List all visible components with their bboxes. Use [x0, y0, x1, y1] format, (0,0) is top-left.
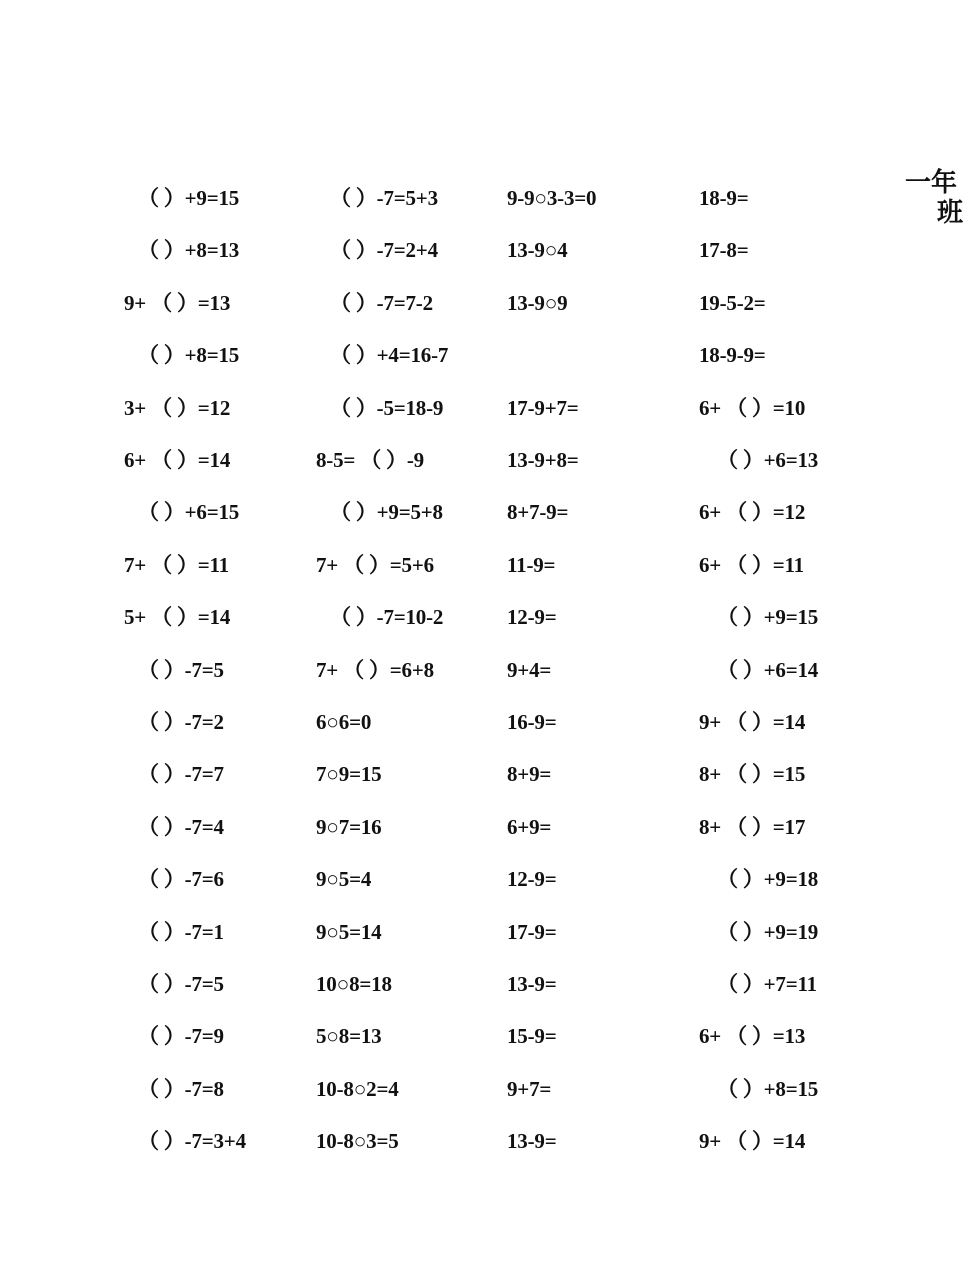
math-problem: （ ）+6=14	[717, 657, 819, 682]
math-problem: （ ）+9=18	[717, 867, 819, 892]
math-problem: （ ）+9=15	[717, 605, 819, 630]
math-problem: 13-9=	[507, 1129, 557, 1154]
math-problem: （ ）-7=3+4	[138, 1129, 246, 1154]
math-problem: 5○8=13	[316, 1024, 382, 1049]
math-problem: （ ）+8=15	[138, 343, 240, 368]
math-problem: 8+7-9=	[507, 500, 569, 525]
math-problem: 6○6=0	[316, 710, 372, 734]
math-problem: 9+ （ ）=14	[699, 710, 806, 734]
math-problem: （ ）-7=7	[138, 762, 224, 787]
math-problem: 8-5= （ ）-9	[316, 448, 424, 472]
math-problem: 13-9○4	[507, 238, 568, 263]
math-problem: （ ）-7=5+3	[330, 186, 438, 210]
math-problem: 17-9=	[507, 919, 557, 944]
math-problem: 16-9=	[507, 710, 557, 734]
math-problem: 15-9=	[507, 1024, 557, 1049]
math-problem: （ ）-7=5	[138, 972, 224, 996]
math-problem: （ ）-7=2+4	[330, 238, 438, 263]
math-problem: （ ）-7=2	[138, 710, 224, 734]
math-problem: 3+ （ ）=12	[124, 395, 231, 420]
math-problem: （ ）-7=1	[138, 919, 224, 944]
math-problem: 7+ （ ）=6+8	[316, 657, 434, 682]
math-problem: 6+ （ ）=14	[124, 448, 231, 472]
math-problem: （ ）+9=5+8	[330, 500, 443, 525]
math-problem: 7+ （ ）=11	[124, 552, 229, 577]
math-problem: 7+ （ ）=5+6	[316, 552, 434, 577]
math-problem: （ ）-7=6	[138, 867, 224, 892]
math-problem: 6+ （ ）=10	[699, 395, 806, 420]
math-problem: （ ）+4=16-7	[330, 343, 449, 368]
math-problem: 10-8○3=5	[316, 1129, 399, 1154]
math-problem: 13-9○9	[507, 290, 568, 315]
math-problem: 9○5=4	[316, 867, 372, 892]
math-problem: 6+ （ ）=11	[699, 552, 804, 577]
math-problem: 12-9=	[507, 867, 557, 892]
math-problem: 12-9=	[507, 605, 557, 630]
math-problem: （ ）-7=9	[138, 1024, 224, 1049]
math-problem: （ ）+7=11	[717, 972, 817, 996]
math-problem: （ ）+8=13	[138, 238, 240, 263]
math-problem: （ ）+9=15	[138, 186, 240, 210]
math-problem: 9+ （ ）=13	[124, 290, 231, 315]
math-problem: 6+ （ ）=12	[699, 500, 806, 525]
math-problem: 9○5=14	[316, 919, 382, 944]
math-problem: （ ）-7=4	[138, 814, 224, 839]
math-problem: （ ）-7=7-2	[330, 290, 433, 315]
math-problem: （ ）+6=15	[138, 500, 240, 525]
math-problem: 9+7=	[507, 1076, 552, 1101]
math-problem: 11-9=	[507, 552, 556, 577]
worksheet-class-label: 班	[937, 198, 963, 228]
math-problem: （ ）-7=10-2	[330, 605, 444, 630]
math-problem: 18-9-9=	[699, 343, 766, 368]
math-problem: 8+ （ ）=17	[699, 814, 806, 839]
math-problem: 7○9=15	[316, 762, 382, 787]
math-problem: 17-8=	[699, 238, 749, 263]
math-problem: （ ）+8=15	[717, 1076, 819, 1101]
math-problem: 9+4=	[507, 657, 552, 682]
math-problem: 19-5-2=	[699, 290, 766, 315]
math-problem: 10-8○2=4	[316, 1076, 399, 1101]
math-problem: 10○8=18	[316, 972, 392, 996]
math-problem: 5+ （ ）=14	[124, 605, 231, 630]
math-problem: 13-9=	[507, 972, 557, 996]
math-problem: 8+ （ ）=15	[699, 762, 806, 787]
math-problem: 6+ （ ）=13	[699, 1024, 806, 1049]
math-problem: 13-9+8=	[507, 448, 579, 472]
math-problem: （ ）-7=5	[138, 657, 224, 682]
math-problem: 18-9=	[699, 186, 749, 210]
math-problem: 6+9=	[507, 814, 552, 839]
math-problem: （ ）-7=8	[138, 1076, 224, 1101]
math-problem: （ ）+6=13	[717, 448, 819, 472]
worksheet-title: 一年	[905, 168, 958, 198]
math-problem: 9+ （ ）=14	[699, 1129, 806, 1154]
math-problem: 9-9○3-3=0	[507, 186, 597, 210]
math-problem: 17-9+7=	[507, 395, 579, 420]
math-problem: 9○7=16	[316, 814, 382, 839]
math-problem: （ ）-5=18-9	[330, 395, 444, 420]
math-problem: （ ）+9=19	[717, 919, 819, 944]
math-problem: 8+9=	[507, 762, 552, 787]
